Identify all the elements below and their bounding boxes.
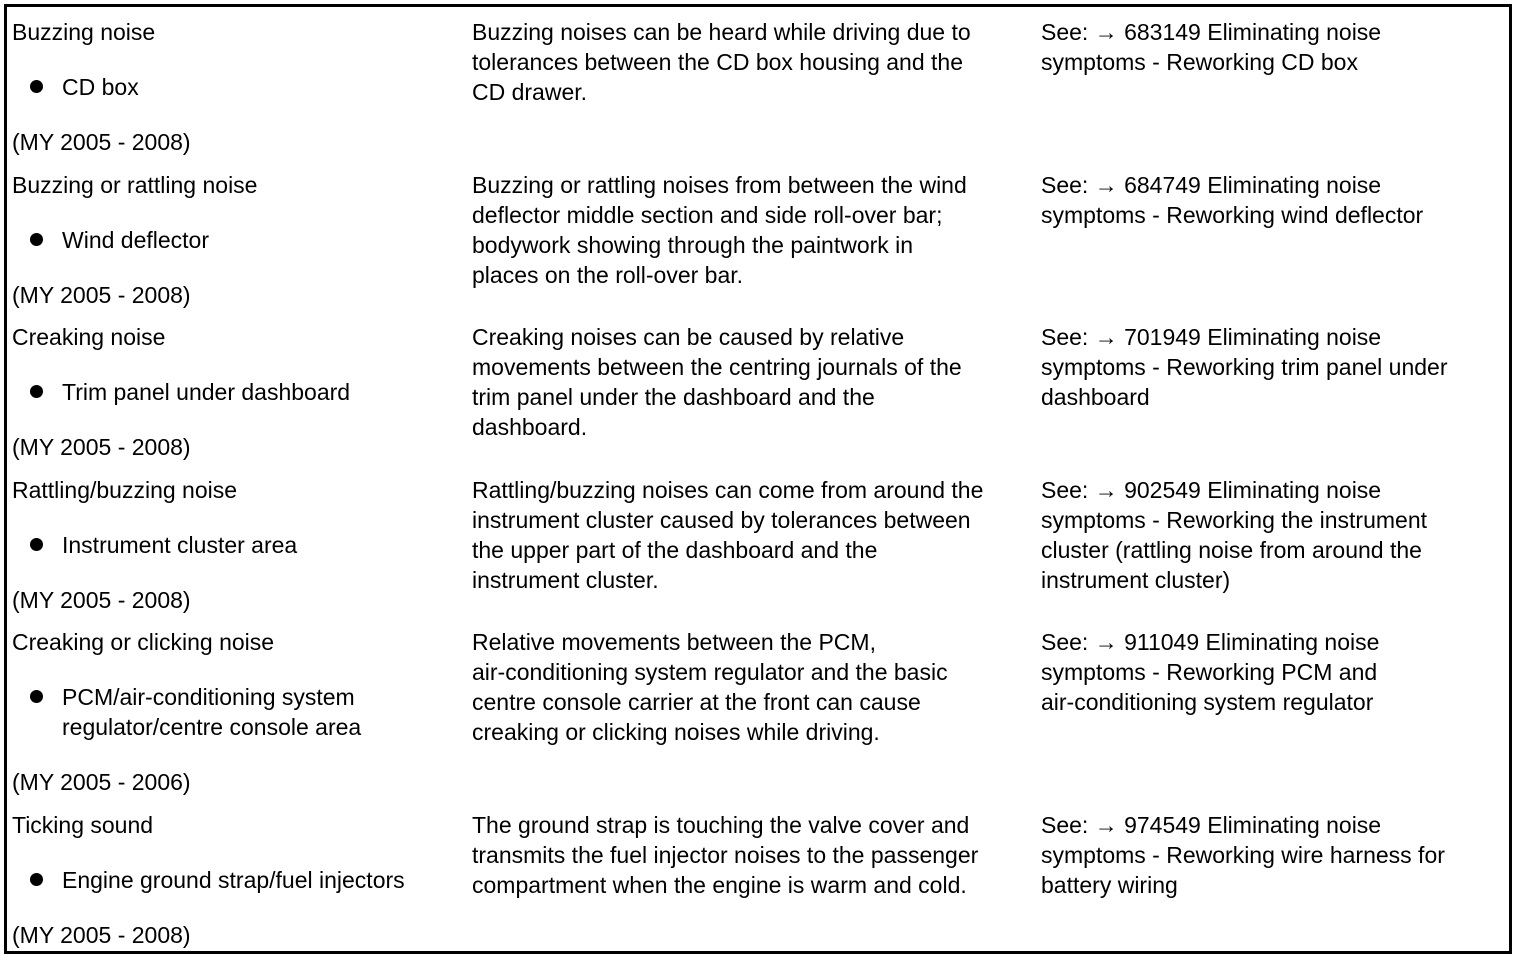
cause-line: Rattling/buzzing noises can come from around the (472, 477, 984, 503)
cause-line: deflector middle section and side roll-over bar; (472, 202, 943, 228)
cause-cell (472, 627, 1037, 747)
cause-line: creaking or clicking noises while driving. (472, 719, 880, 745)
cause-cell (472, 810, 1037, 900)
remedy-link-line[interactable]: symptoms - Reworking PCM and (1041, 659, 1378, 685)
symptom-cell (12, 322, 462, 462)
remedy-link-line[interactable]: See: → 911049 Eliminating noise (1041, 629, 1380, 655)
remedy-link-line[interactable]: See: → 684749 Eliminating noise (1041, 172, 1382, 198)
remedy-link-line[interactable]: See: → 902549 Eliminating noise (1041, 477, 1382, 503)
symptom-cell (12, 17, 462, 157)
remedy-link-line[interactable]: symptoms - Reworking CD box (1041, 49, 1358, 75)
remedy-link-line[interactable]: See: → 701949 Eliminating noise (1041, 324, 1382, 350)
cause-line: the upper part of the dashboard and the (472, 537, 878, 563)
cause-line: The ground strap is touching the valve cover and (472, 812, 970, 838)
cause-cell (472, 322, 1037, 442)
cause-line: instrument cluster caused by tolerances between (472, 507, 971, 533)
model-year: (MY 2005 - 2008) (12, 434, 191, 460)
component-label: Trim panel under dashboard (62, 379, 351, 405)
noise-symptoms-table (4, 4, 1512, 954)
cause-cell (472, 170, 1037, 290)
remedy-link-line[interactable]: See: → 974549 Eliminating noise (1041, 812, 1382, 838)
remedy-link-line[interactable]: cluster (rattling noise from around the (1041, 537, 1422, 563)
symptom-title: Rattling/buzzing noise (12, 477, 238, 503)
remedy-cell[interactable] (1041, 810, 1506, 900)
cause-cell (472, 475, 1037, 595)
remedy-link-line[interactable]: symptoms - Reworking trim panel under (1041, 354, 1448, 380)
symptom-title: Creaking noise (12, 324, 166, 350)
remedy-cell[interactable] (1041, 170, 1506, 230)
cause-line: places on the roll-over bar. (472, 262, 744, 288)
symptom-cell (12, 627, 462, 797)
cause-line: trim panel under the dashboard and the (472, 384, 875, 410)
bullet-icon (30, 233, 43, 246)
bullet-icon (30, 80, 43, 93)
bullet-icon (30, 873, 43, 886)
component-label: PCM/air-conditioning system (62, 684, 355, 710)
remedy-cell[interactable] (1041, 475, 1506, 595)
component-item (12, 225, 462, 255)
model-year: (MY 2005 - 2006) (12, 769, 191, 795)
cause-line: movements between the centring journals of the (472, 354, 962, 380)
model-year: (MY 2005 - 2008) (12, 922, 191, 948)
symptom-title: Ticking sound (12, 812, 154, 838)
symptom-title: Creaking or clicking noise (12, 629, 275, 655)
component-label: Instrument cluster area (62, 532, 298, 558)
bullet-icon (30, 538, 43, 551)
cause-line: CD drawer. (472, 79, 588, 105)
cause-cell (472, 17, 1037, 107)
cause-line: Buzzing or rattling noises from between the wind (472, 172, 967, 198)
cause-line: dashboard. (472, 414, 588, 440)
remedy-cell[interactable] (1041, 322, 1506, 412)
remedy-link-line[interactable]: air-conditioning system regulator (1041, 689, 1374, 715)
cause-line: Creaking noises can be caused by relative (472, 324, 905, 350)
remedy-cell[interactable] (1041, 17, 1506, 77)
symptom-cell (12, 170, 462, 310)
remedy-link-line[interactable]: symptoms - Reworking wind deflector (1041, 202, 1424, 228)
component-label: CD box (62, 74, 139, 100)
cause-line: transmits the fuel injector noises to the passenger (472, 842, 979, 868)
symptom-title: Buzzing noise (12, 19, 156, 45)
remedy-link-line[interactable]: symptoms - Reworking wire harness for (1041, 842, 1445, 868)
symptom-cell (12, 475, 462, 615)
model-year: (MY 2005 - 2008) (12, 282, 191, 308)
cause-line: tolerances between the CD box housing and the (472, 49, 963, 75)
component-label: Engine ground strap/fuel injectors (62, 867, 405, 893)
component-label: Wind deflector (62, 227, 210, 253)
model-year: (MY 2005 - 2008) (12, 587, 191, 613)
cause-line: Relative movements between the PCM, (472, 629, 876, 655)
cause-line: bodywork showing through the paintwork in (472, 232, 914, 258)
remedy-link-line[interactable]: dashboard (1041, 384, 1150, 410)
cause-line: centre console carrier at the front can cause (472, 689, 921, 715)
component-item (12, 72, 462, 102)
symptom-cell (12, 810, 462, 950)
component-item (12, 865, 462, 895)
cause-line: instrument cluster. (472, 567, 659, 593)
remedy-link-line[interactable]: instrument cluster) (1041, 567, 1231, 593)
bullet-icon (30, 690, 43, 703)
remedy-link-line[interactable]: See: → 683149 Eliminating noise (1041, 19, 1382, 45)
model-year: (MY 2005 - 2008) (12, 129, 191, 155)
component-label: regulator/centre console area (62, 714, 362, 740)
bullet-icon (30, 385, 43, 398)
component-item (12, 682, 462, 742)
cause-line: air-conditioning system regulator and the basic (472, 659, 948, 685)
remedy-cell[interactable] (1041, 627, 1506, 717)
remedy-link-line[interactable]: battery wiring (1041, 872, 1178, 898)
cause-line: Buzzing noises can be heard while driving due to (472, 19, 971, 45)
symptom-title: Buzzing or rattling noise (12, 172, 258, 198)
component-item (12, 530, 462, 560)
component-item (12, 377, 462, 407)
cause-line: compartment when the engine is warm and cold. (472, 872, 967, 898)
remedy-link-line[interactable]: symptoms - Reworking the instrument (1041, 507, 1428, 533)
